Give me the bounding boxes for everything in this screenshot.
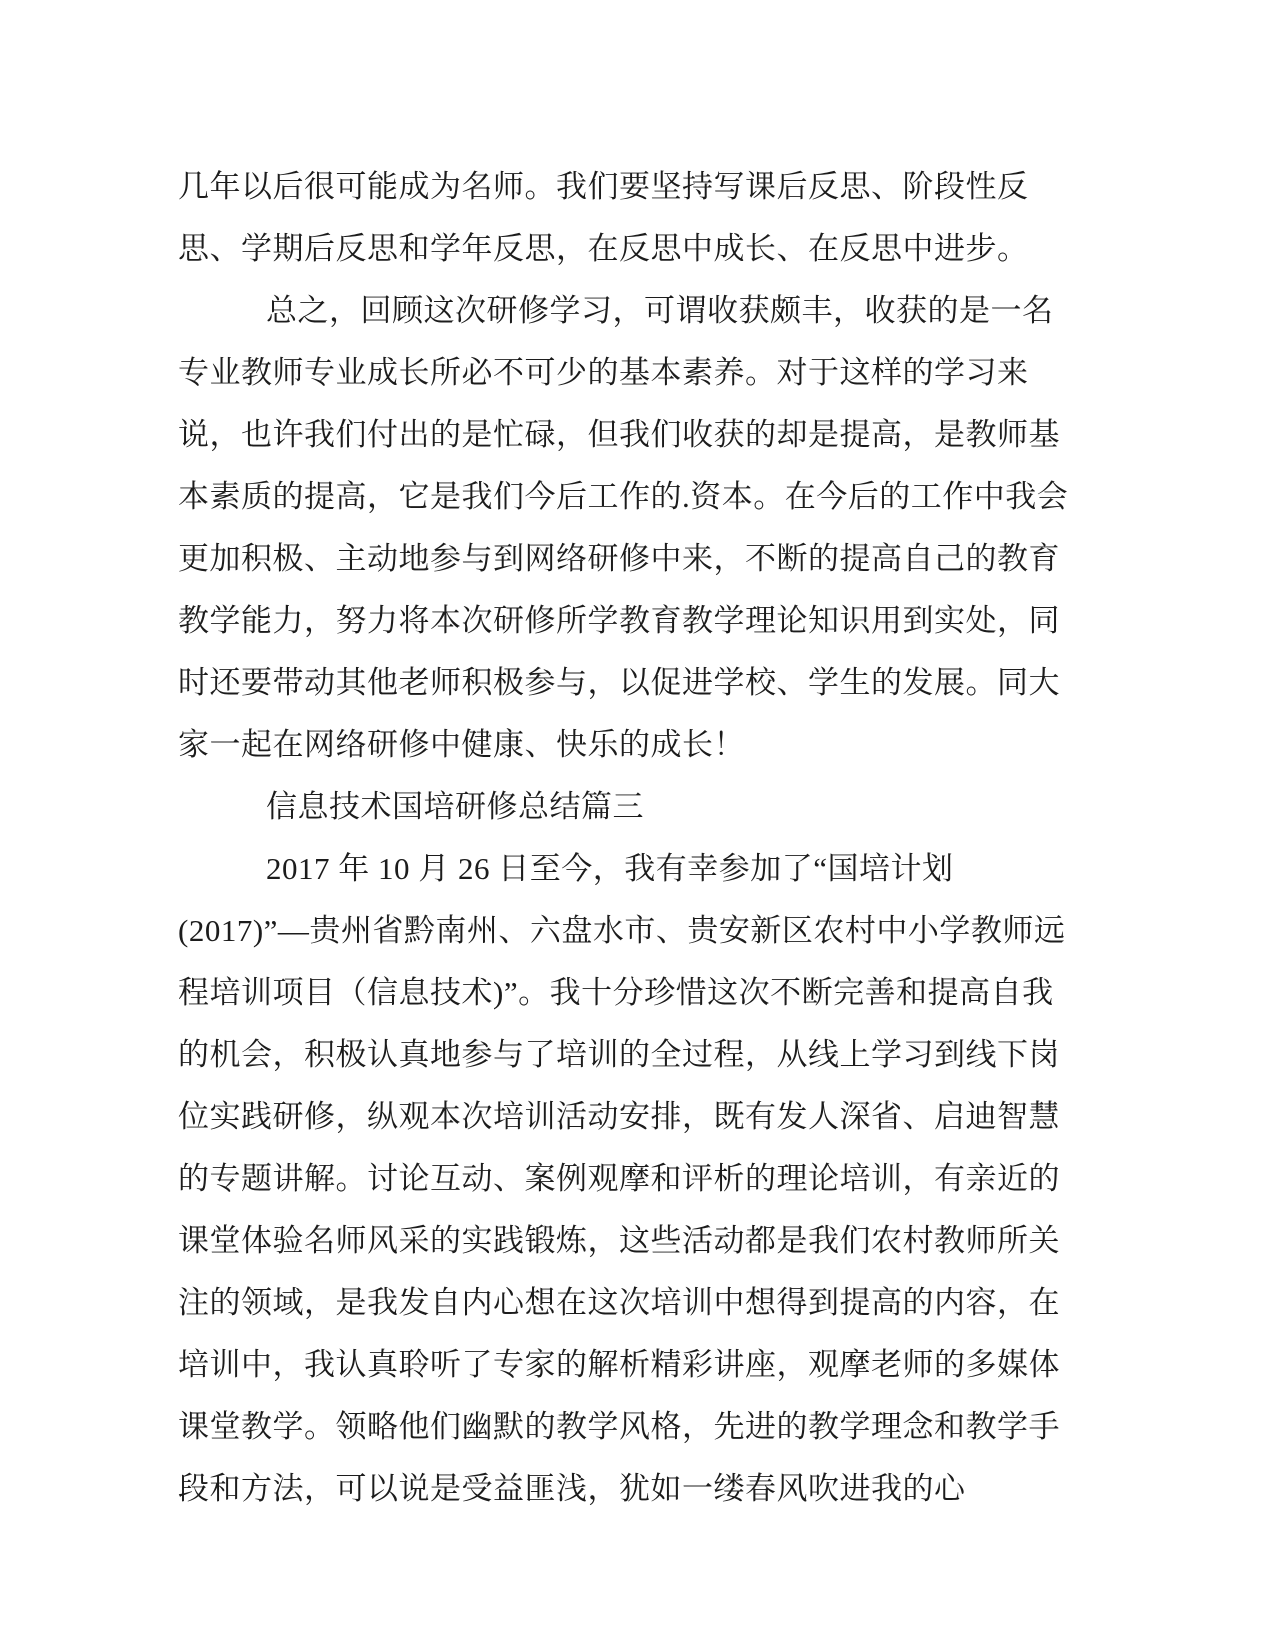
body-paragraph-summary: 总之，回顾这次研修学习，可谓收获颇丰，收获的是一名专业教师专业成长所必不可少的基本素养。对于这样的学习来说，也许我们付出的是忙碌，但我们收获的却是提高，是教师基本素质的提高，它是我们今后工作的.资本。在今后的工作中我会更加积极、主动地参与到网络研修中来，不断的提高自己的教育教学能力，努力将本次研修所学教育教学理论知识用到实处，同时还要带动其他老师积极参与，以促进学校、学生的发展。同大家一起在网络研修中健康、快乐的成长！ [178,293,1069,762]
body-paragraph-continuation: 几年以后很可能成为名师。我们要坚持写课后反思、阶段性反思、学期后反思和学年反思，在反思中成长、在反思中进步。 [178,169,1029,266]
document-text-block [178,156,1078,1520]
body-paragraph-training-report: 2017 年 10 月 26 日至今，我有幸参加了“国培计划(2017)”—贵州省黔南州、六盘水市、贵安新区农村中小学教师远程培训项目（信息技术)”。我十分珍惜这次不断完善和提高自我的机会，积极认真地参与了培训的全过程，从线上学习到线下岗位实践研修，纵观本次培训活动安排，既有发人深省、启迪智慧的专题讲解。讨论互动、案例观摩和评析的理论培训，有亲近的课堂体验名师风采的实践锻炼，这些活动都是我们农村教师所关注的领域，是我发自内心想在这次培训中想得到提高的内容，在培训中，我认真聆听了专家的解析精彩讲座，观摩老师的多媒体课堂教学。领略他们幽默的教学风格，先进的教学理念和教学手段和方法，可以说是受益匪浅，犹如一缕春风吹进我的心 [178,851,1066,1506]
section-subtitle-paragraph: 信息技术国培研修总结篇三 [266,789,644,824]
